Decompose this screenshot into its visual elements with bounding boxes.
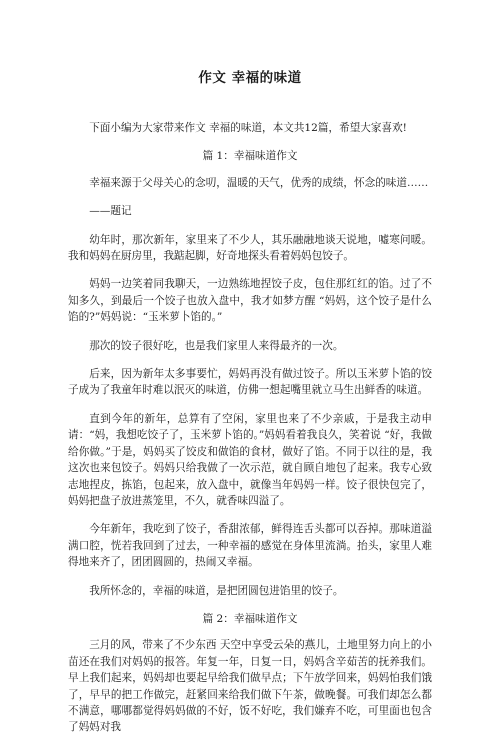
- paragraph: ——题记: [89, 205, 132, 218]
- paragraph: 妈妈一边笑着同我聊天，一边熟练地捏饺子皮，包住那红红的馅。过了不知多久，到最后一个饺子也放入盘中，我才如梦方醒 “妈妈，这个饺子是什么馅的?”妈妈说：“玉米萝卜馅的。”: [68, 278, 432, 324]
- section-heading: 篇 1：幸福味道作文: [202, 150, 298, 163]
- section-heading: 篇 2：幸福味道作文: [202, 612, 298, 625]
- paragraph: 我所怀念的，幸福的味道，是把团圆包进馅里的饺子。: [89, 584, 344, 597]
- document-title: 作文 幸福的味道: [198, 70, 302, 86]
- paragraph: 今年新年，我吃到了饺子，香甜浓郁，鲜得连舌头都可以吞掉。那味道溢满口腔，恍若我回到了过去，一种幸福的感觉在身体里流淌。抬头，家里人难得地来齐了，团团圆圆的，热闹又幸福。: [68, 523, 432, 569]
- paragraph: 下面小编为大家带来作文 幸福的味道，本文共12篇，希望大家喜欢!: [89, 122, 407, 134]
- paragraph: 幼年时，那次新年，家里来了不少人，其乐融融地谈天说地，嘘寒问暖。我和妈妈在厨房里，我踮起脚，好奇地探头看着妈妈包饺子。: [68, 233, 432, 263]
- paragraph: 那次的饺子很好吃，也是我们家里人来得最齐的一次。: [89, 339, 344, 352]
- paragraph: 三月的风，带来了不少东西 天空中享受云朵的燕儿，土地里努力向上的小苗还在我们对妈妈的报答。年复一年，日复一日，妈妈含辛茹苦的抚养我们。早上我们起来，妈妈却也要起早给我们做早点；下午放学回来，妈妈怕我们饿了，早早的把工作做完，赶紧回来给我们做下午茶，做晚餐。可我们却怎么都不满意，哪哪都觉得妈妈做的不好，饭不好吃，我们嫌弃不吃，可里面也包含了妈妈对我: [68, 639, 432, 734]
- paragraph: 后来，因为新年太多事要忙，妈妈再没有做过饺子。所以玉米萝卜馅的饺子成为了我童年时难以泯灭的味道，仿佛一想起嘴里就立马生出鲜香的味道。: [68, 368, 432, 397]
- document-body: [68, 120, 432, 748]
- paragraph: 直到今年的新年，总算有了空闲，家里也来了不少亲戚，于是我主动申请：“妈，我想吃饺子了，玉米萝卜馅的。”妈妈看着我良久，笑着说 “好，我做给你做。”于是，妈妈买了饺皮和做馅的食材，做好了馅。不同于以往的是，我这次也来包饺子。妈妈只给我做了一次示范，就自顾自地包了起来。我专心致志地捏皮，拣馅，包起来，放入盘中，就像当年妈妈一样。饺子很快包完了，妈妈把盘子放进蒸笼里，不久，就香味四溢了。: [68, 412, 432, 507]
- paragraph: 幸福来源于父母关心的念叨，温暖的天气，优秀的成绩，怀念的味道……: [89, 176, 429, 189]
